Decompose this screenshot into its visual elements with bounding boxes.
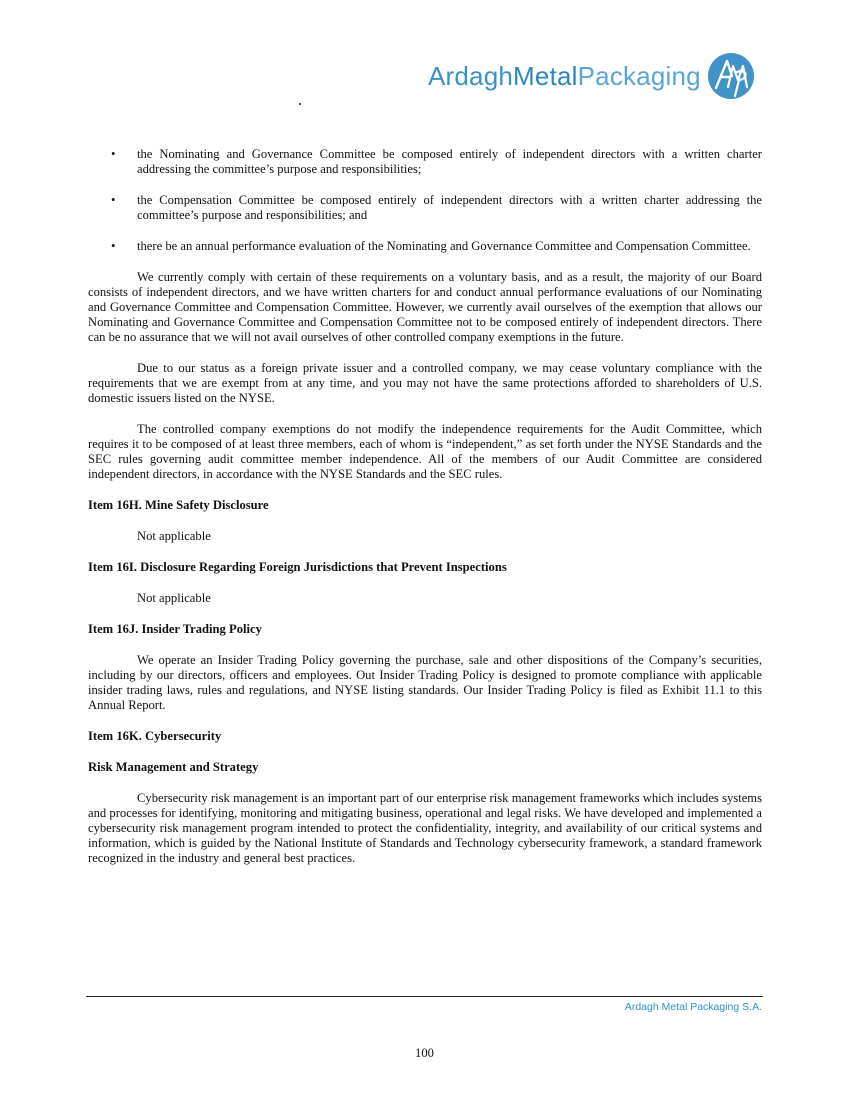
subsection-heading-risk-management: Risk Management and Strategy	[88, 760, 259, 774]
section-body-16k: Cybersecurity risk management is an important part of our enterprise risk management frameworks which includes systems and processes for identifying, monitoring and mitigating business, operational and legal risks. We have developed and implemented a cybersecurity risk management program intended to protect the confidentiality, integrity, and availability of our critical systems and information, which is guided by the National Institute of Standards and Technology cybersecurity framework, a standard framework recognized in the industry and general best practices.	[88, 791, 762, 865]
list-item: • the Nominating and Governance Committee be composed entirely of independent directors with a written charter addressing the committee’s purpose and responsibilities;	[111, 147, 762, 176]
logo-wordmark: ArdaghMetalPackaging	[428, 60, 701, 91]
stray-mark	[299, 103, 301, 105]
section-heading-16k: Item 16K. Cybersecurity	[88, 729, 222, 743]
page-number: 100	[415, 1046, 434, 1060]
footer-company-name: Ardagh Metal Packaging S.A.	[624, 1001, 762, 1013]
requirements-list	[88, 147, 762, 254]
section-heading-16h: Item 16H. Mine Safety Disclosure	[88, 498, 269, 512]
amp-monogram-icon	[707, 52, 755, 100]
paragraph-foreign-private-issuer: Due to our status as a foreign private issuer and a controlled company, we may cease voluntary compliance with the requirements that we are exempt from at any time, and you may not have the same protections afforded to shareholders of U.S. domestic issuers listed on the NYSE.	[88, 361, 762, 405]
section-heading-16j: Item 16J. Insider Trading Policy	[88, 622, 262, 636]
document-body	[88, 147, 762, 882]
section-body-16i: Not applicable	[137, 591, 211, 605]
section-body-16j: We operate an Insider Trading Policy governing the purchase, sale and other dispositions of the Company’s securities, including by our directors, officers and employees. Out Insider Trading Policy is designed to promote compliance with applicable insider trading laws, rules and regulations, and NYSE listing standards. Our Insider Trading Policy is filed as Exhibit 11.1 to this Annual Report.	[88, 653, 762, 712]
paragraph-audit-committee: The controlled company exemptions do not modify the independence requirements for the Audit Committee, which requires it to be composed of at least three members, each of whom is “independent,” as set forth under the NYSE Standards and the SEC rules governing audit committee member independence. All of the members of our Audit Committee are considered independent directors, in accordance with the NYSE Standards and the SEC rules.	[88, 422, 762, 481]
paragraph-voluntary-compliance: We currently comply with certain of these requirements on a voluntary basis, and as a result, the majority of our Board consists of independent directors, and we have written charters for and conduct annual performance evaluations of our Nominating and Governance Committee and Compensation Committee. However, we currently avail ourselves of the exemption that allows our Nominating and Governance Committee and Compensation Committee not to be composed entirely of independent directors. There can be no assurance that we will not avail ourselves of other controlled company exemptions in the future.	[88, 270, 762, 344]
section-body-16h: Not applicable	[137, 529, 211, 543]
list-item: • there be an annual performance evaluation of the Nominating and Governance Committee and Compensation Committee.	[111, 239, 751, 253]
list-item: • the Compensation Committee be composed entirely of independent directors with a written charter addressing the committee’s purpose and responsibilities; and	[111, 193, 762, 222]
company-logo	[428, 52, 755, 100]
footer-divider	[86, 996, 763, 997]
section-heading-16i: Item 16I. Disclosure Regarding Foreign Jurisdictions that Prevent Inspections	[88, 560, 507, 574]
